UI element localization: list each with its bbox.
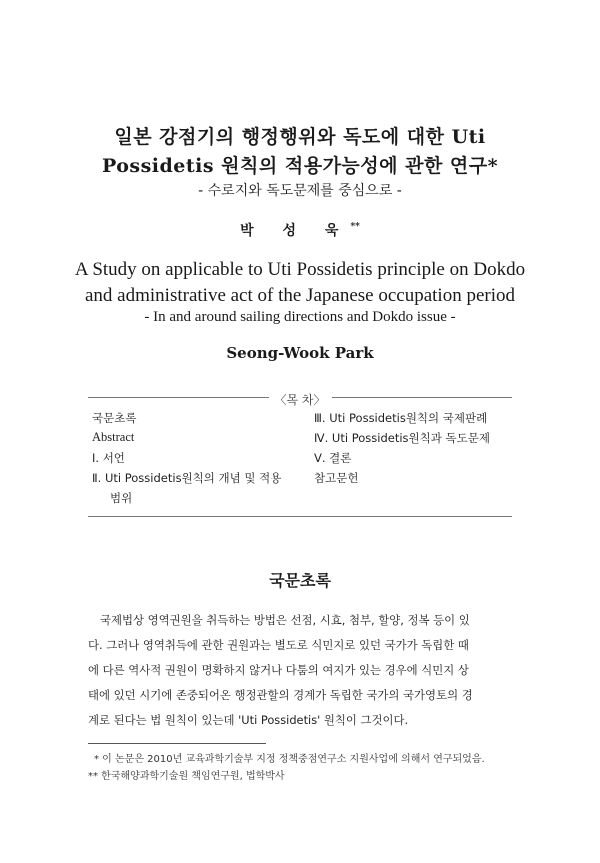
english-subtitle: - In and around sailing directions and Dokdo issue -	[144, 309, 456, 325]
toc-header-label: 〈목 차〉	[269, 393, 332, 407]
korean-title-line-1: 일본 강점기의 행정행위와 독도에 대한 Uti	[114, 126, 486, 148]
toc-item-concept: Ⅱ. Uti Possidetis원칙의 개념 및 적용	[92, 471, 282, 485]
toc-item-abstract: Abstract	[92, 430, 135, 444]
abstract-body	[88, 608, 512, 733]
footnote-funding: * 이 논문은 2010년 교육과학기술부 지정 정책중점연구소 지원사업에 의해서 연구되었음.	[94, 754, 485, 765]
toc-item-dokdo-issue: Ⅳ. Uti Possidetis원칙과 독도문제	[314, 431, 490, 445]
abstract-line-5: 계로 된다는 법 원칙이 있는데 'Uti Possidetis' 원칙이 그것이다.	[88, 713, 409, 727]
footnote-affiliation: ** 한국해양과학기술원 책임연구원, 법학박사	[88, 771, 285, 782]
toc-item-korean-abstract: 국문초록	[92, 411, 137, 425]
korean-title-line-2: Possidetis 원칙의 적용가능성에 관한 연구*	[101, 155, 499, 177]
author-footnote-mark: **	[350, 222, 360, 232]
toc-item-conclusion: Ⅴ. 결론	[314, 451, 352, 465]
abstract-line-1: 국제법상 영역권원을 취득하는 방법은 선점, 시효, 첨부, 할양, 정복 등이 있	[100, 613, 470, 627]
korean-subtitle: - 수로지와 독도문제를 중심으로 -	[198, 183, 402, 199]
toc-header	[88, 389, 512, 408]
english-title-line-2: and administrative act of the Japanese occupation period	[85, 285, 515, 306]
english-author: Seong-Wook Park	[226, 344, 374, 362]
abstract-line-2: 다. 그러나 영역취득에 관한 권원과는 별도로 식민지로 있던 국가가 독립한 때	[88, 638, 469, 652]
english-title-line-1: A Study on applicable to Uti Possidetis principle on Dokdo	[74, 259, 526, 280]
abstract-line-3: 에 다른 역사적 권원이 명확하지 않거나 다툼의 여지가 있는 경우에 식민지 상	[88, 663, 469, 677]
toc-item-references: 참고문헌	[314, 471, 359, 485]
footnote-divider	[88, 743, 266, 744]
table-of-contents	[88, 393, 512, 517]
toc-item-case-law: Ⅲ. Uti Possidetis원칙의 국제판례	[314, 411, 488, 425]
korean-author-name: 박 성 욱	[240, 223, 351, 239]
abstract-line-4: 태에 있던 시기에 존중되어온 행정관할의 경계가 독립한 국가의 국가영토의 경	[88, 688, 473, 702]
toc-item-introduction: Ⅰ. 서언	[92, 451, 125, 465]
korean-author	[0, 220, 600, 240]
toc-item-concept-cont: 범위	[110, 491, 133, 505]
abstract-heading: 국문초록	[269, 571, 331, 590]
